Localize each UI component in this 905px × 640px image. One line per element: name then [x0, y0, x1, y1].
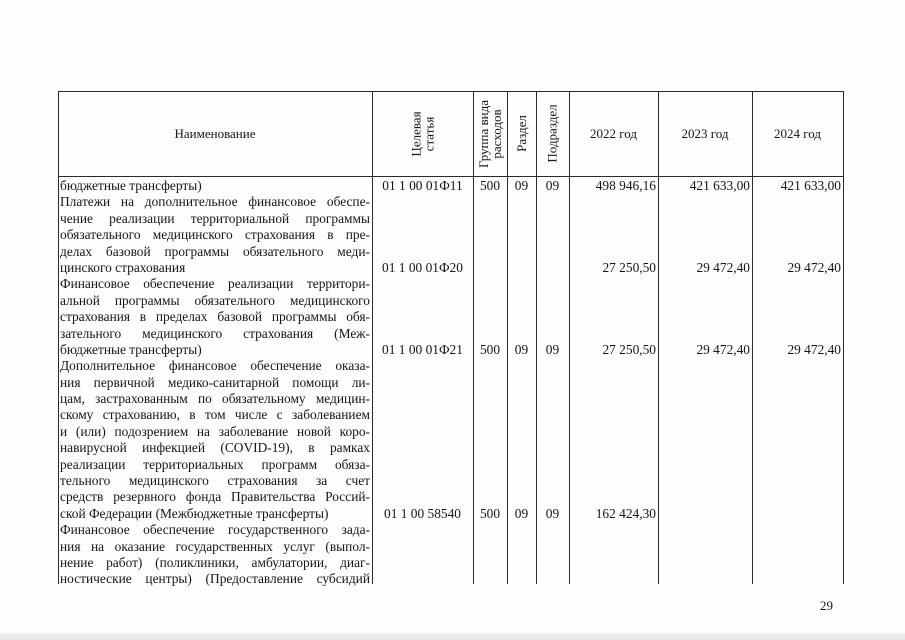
header-target-article: [372, 91, 473, 176]
name-line: тельного медицинского страхования за счет: [60, 473, 370, 489]
name-line: страхования в пределах базовой программы обя-: [60, 309, 370, 325]
name-line: скому страхованию, в том числе с заболеванием: [60, 407, 370, 423]
col-border-8: [843, 91, 844, 584]
header-target-article-label: [409, 111, 435, 156]
cell-2024: 29 472,40: [787, 342, 841, 357]
name-line: реализации территориальных программ обяза-: [60, 456, 370, 472]
cell-subsection: 09: [545, 178, 560, 193]
cell-section: 09: [514, 178, 529, 193]
header-line: Группа вида: [476, 99, 492, 168]
name-line: чение реализации территориальной программы: [60, 210, 370, 226]
budget-table: [58, 91, 844, 587]
name-line: ской Федерации (Межбюджетные трансферты): [60, 505, 329, 521]
header-line: Целевая: [408, 110, 424, 157]
scan-edge: [0, 633, 905, 640]
header-name: [58, 91, 372, 176]
header-subsection-label: Подраздел: [545, 104, 561, 163]
name-line: бюджетные трансферты): [60, 178, 202, 193]
header-bottom-border: [58, 176, 844, 177]
cell-2023: 29 472,40: [696, 342, 750, 357]
name-line: ния первичной медико-санитарной помощи ли-: [60, 374, 370, 390]
name-line: Финансовое обеспечение реализации территори-: [60, 276, 370, 292]
name-line: зательного медицинского страхования (Меж-: [60, 325, 370, 341]
cell-target-article: 01 1 00 01Ф21: [382, 342, 463, 357]
name-line: ностические центры) (Предоставление субсидий: [60, 571, 370, 587]
name-line: альной программы обязательного медицинского: [60, 292, 370, 308]
cell-2022: 27 250,50: [602, 342, 656, 357]
header-expense-group: [473, 91, 507, 176]
header-expense-group-label: [477, 100, 503, 168]
cell-expense-group: 500: [479, 178, 501, 193]
cell-expense-group: 500: [479, 506, 501, 521]
cell-target-article: 01 1 00 01Ф20: [382, 260, 463, 275]
header-line: статья: [421, 116, 437, 151]
cell-section: 09: [514, 342, 529, 357]
name-line: Финансовое обеспечение государственного зада-: [60, 522, 370, 538]
name-column-text: [60, 178, 370, 588]
header-2022: [569, 91, 658, 176]
header-subsection: [536, 91, 569, 176]
cell-2022: 498 946,16: [595, 178, 656, 193]
cell-2022: 162 424,30: [595, 506, 656, 521]
name-line: обязательного медицинского страхования в пре-: [60, 227, 370, 243]
header-section: [507, 91, 536, 176]
name-line: средств резервного фонда Правительства Россий-: [60, 489, 370, 505]
name-line: цам, застрахованным по обязательному медицин-: [60, 391, 370, 407]
cell-2022: 27 250,50: [602, 260, 656, 275]
cell-target-article: 01 1 00 58540: [384, 506, 461, 521]
cell-subsection: 09: [545, 342, 560, 357]
cell-target-article: 01 1 00 01Ф11: [382, 178, 463, 193]
cell-expense-group: 500: [479, 342, 501, 357]
cell-2023: 421 633,00: [689, 178, 750, 193]
header-2022-label: 2022 год: [590, 125, 637, 141]
header-line: расходов: [489, 108, 505, 159]
page-number: 29: [820, 598, 833, 613]
header-2023: [658, 91, 752, 176]
name-line: нение работ) (поликлиники, амбулатории, диаг-: [60, 554, 370, 570]
cell-subsection: 09: [545, 506, 560, 521]
name-line: цинского страхования: [60, 259, 186, 275]
header-2024-label: 2024 год: [774, 125, 821, 141]
name-line: бюджетные трансферты): [60, 341, 202, 357]
name-line: Дополнительное финансовое обеспечение оказа-: [60, 358, 370, 374]
header-2024: [752, 91, 843, 176]
name-line: навирусной инфекцией (COVID-19), в рамках: [60, 440, 370, 456]
name-line: ния на оказание государственных услуг (выпол-: [60, 538, 370, 554]
name-line: делах базовой программы обязательного меди-: [60, 243, 370, 259]
name-line: Платежи на дополнительное финансовое обеспе-: [60, 194, 370, 210]
name-line: и (или) подозрением на заболевание новой коро-: [60, 423, 370, 439]
header-name-label: Наименование: [174, 125, 256, 141]
cell-2024: 421 633,00: [780, 178, 841, 193]
cell-section: 09: [514, 506, 529, 521]
header-section-label: Раздел: [514, 115, 529, 152]
cell-2024: 29 472,40: [787, 260, 841, 275]
cell-2023: 29 472,40: [696, 260, 750, 275]
header-2023-label: 2023 год: [681, 125, 729, 141]
